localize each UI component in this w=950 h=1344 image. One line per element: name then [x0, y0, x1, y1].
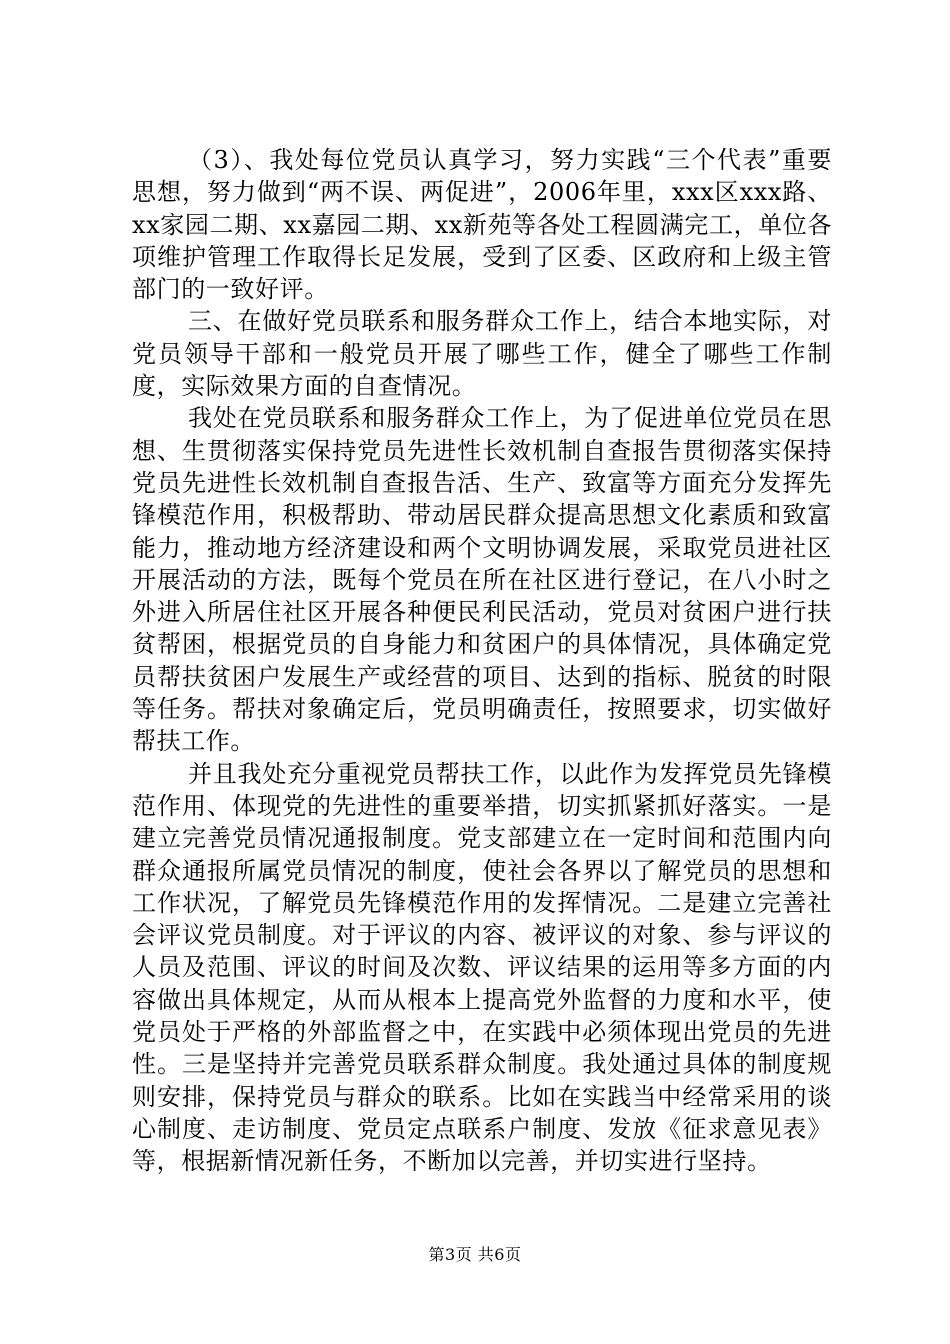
paragraph-section-three-heading: 三、在做好党员联系和服务群众工作上，结合本地实际，对党员领导干部和一般党员开展了哪些工作，健全了哪些工作制度，实际效果方面的自查情况。	[132, 307, 832, 401]
paragraph-community-service: 我处在党员联系和服务群众工作上，为了促进单位党员在思想、生贯彻落实保持党员先进性长效机制自查报告贯彻落实保持党员先进性长效机制自查报告活、生产、致富等方面充分发挥先锋模范作用，积极帮助、带动居民群众提高思想文化素质和致富能力，推动地方经济建设和两个文明协调发展，采取党员进社区开展活动的方法，既每个党员在所在社区进行登记，在八小时之外进入所居住社区开展各种便民利民活动，党员对贫困户进行扶贫帮困，根据党员的自身能力和贫困户的具体情况，具体确定党员帮扶贫困户发展生产或经营的项目、达到的指标、脱贫的时限等任务。帮扶对象确定后，党员明确责任，按照要求，切实做好帮扶工作。	[132, 404, 832, 756]
paragraph-party-members-study: （3）、我处每位党员认真学习，努力实践“三个代表”重要思想，努力做到“两不误、两促进”，2006年里，xxx区xxx路、xx家园二期、xx嘉园二期、xx新苑等各处工程圆满完工，单位各项维护管理工作取得长足发展，受到了区委、区政府和上级主管部门的一致好评。	[132, 146, 832, 304]
document-body	[132, 144, 832, 1178]
page-number-footer: 第3页 共6页	[428, 1245, 522, 1264]
paragraph-assistance-systems: 并且我处充分重视党员帮扶工作，以此作为发挥党员先锋模范作用、体现党的先进性的重要举措，切实抓紧抓好落实。一是建立完善党员情况通报制度。党支部建立在一定时间和范围内向群众通报所属党员情况的制度，使社会各界以了解党员的思想和工作状况，了解党员先锋模范作用的发挥情况。二是建立完善社会评议党员制度。对于评议的内容、被评议的对象、参与评议的人员及范围、评议的时间及次数、评议结果的运用等多方面的内容做出具体规定，从而从根本上提高党外监督的力度和水平，使党员处于严格的外部监督之中，在实践中必须体现出党员的先进性。三是坚持并完善党员联系群众制度。我处通过具体的制度规则安排，保持党员与群众的联系。比如在实践当中经常采用的谈心制度、走访制度、党员定点联系户制度、发放《征求意见表》等，根据新情况新任务，不断加以完善，并切实进行坚持。	[132, 759, 832, 1176]
